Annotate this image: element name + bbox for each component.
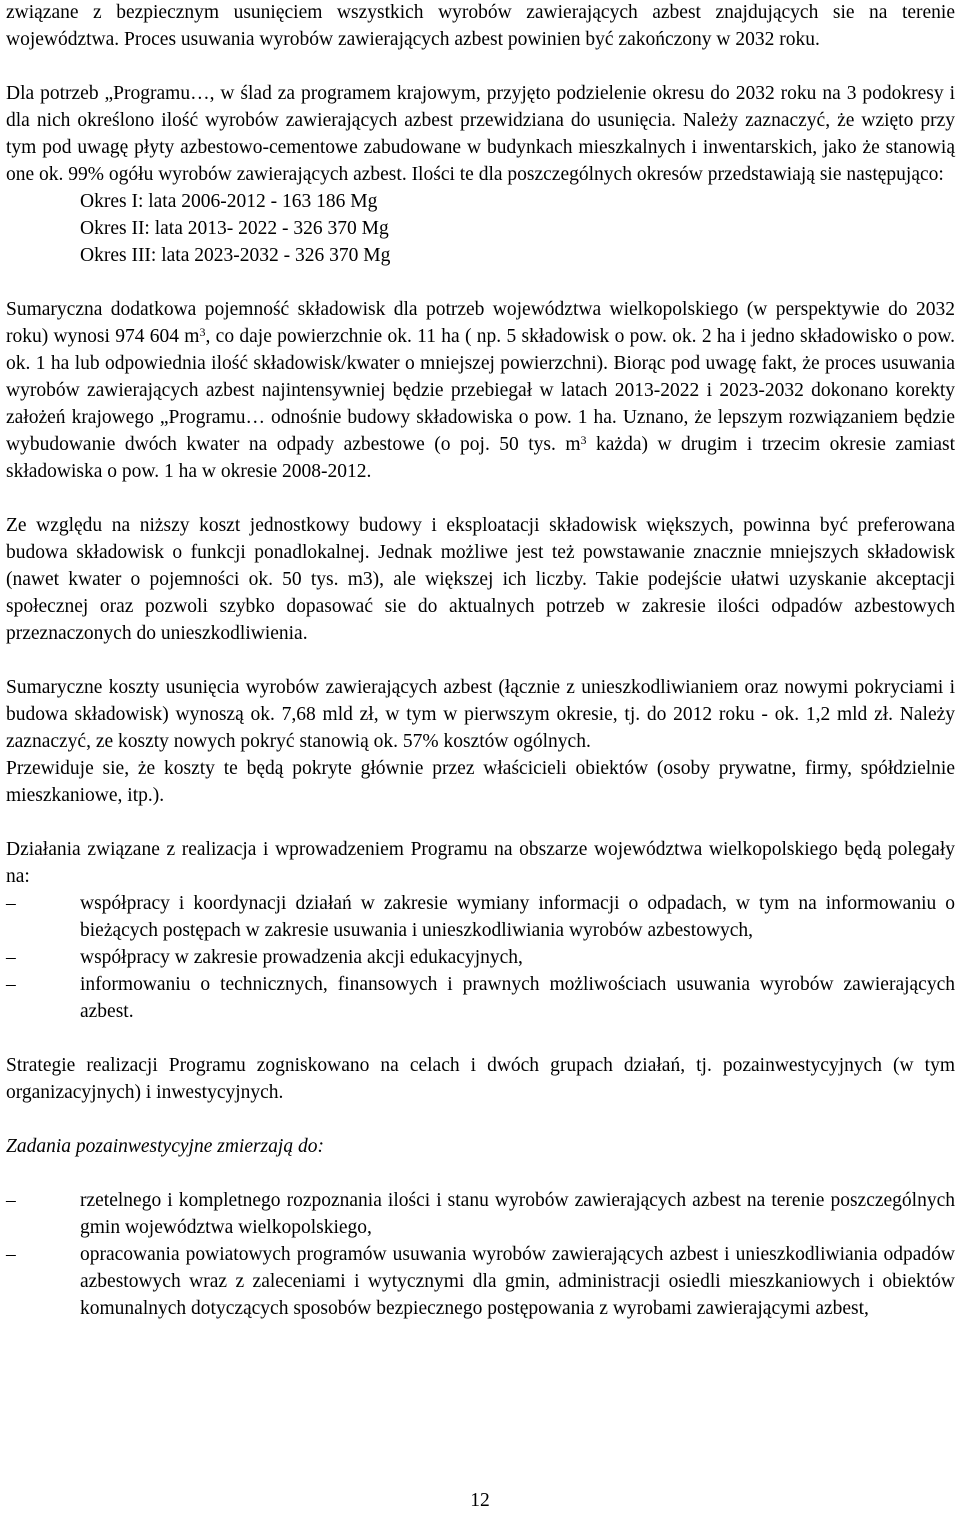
list-item-text: rzetelnego i kompletnego rozpoznania ilości i stanu wyrobów zawierających azbest na terenie poszczególnych gmin województwa wielkopolskiego, [80, 1190, 955, 1238]
list-item [6, 890, 955, 944]
paragraph-cost-coverage: Przewiduje sie, że koszty te będą pokryte głównie przez właścicieli obiektów (osoby prywatne, firmy, spółdzielnie mieszkaniowe, itp.). [6, 758, 955, 806]
list-item [6, 1241, 955, 1322]
paragraph-program-periods: Dla potrzeb „Programu…, w ślad za programem krajowym, przyjęto podzielenie okresu do 2032 roku na 3 podokresy i dla nich określono ilość wyrobów zawierających azbest przewidziana do usunięcia. Należy zaznaczyć, że wzięto przy tym pod uwagę płyty azbestowo-cementowe zabudowane w budynkach mieszkalnych i inwentarskich, jako że stanowią one ok. 99% ogółu wyrobów zawierających azbest. Ilości te dla poszczególnych okresów przedstawiają sie następująco: [6, 83, 955, 185]
list-item [6, 1187, 955, 1241]
list-item-text: informowaniu o technicznych, finansowych i prawnych możliwościach usuwania wyrobów zawierających azbest. [80, 974, 955, 1022]
page-number: 12 [470, 1490, 490, 1511]
paragraph-actions-intro: Działania związane z realizacja i wprowadzeniem Programu na obszarze województwa wielkopolskiego będą polegały na: [6, 839, 955, 887]
period-item: Okres III: lata 2023-2032 - 326 370 Mg [80, 245, 391, 266]
list-item-text: współpracy i koordynacji działań w zakresie wymiany informacji o odpadach, w tym na informowaniu o bieżących postępach w zakresie usuwania i unieszkodliwiania wyrobów azbestowych, [80, 893, 955, 941]
superscript: 3 [199, 325, 206, 339]
superscript: 3 [580, 433, 587, 447]
tasks-list [6, 1187, 955, 1322]
list-item [6, 971, 955, 1025]
text-segment: Sumaryczna dodatkowa pojemność składowisk dla potrzeb województwa wielkopolskiego (w perspektywie do 2032 roku) wynosi 974 604 m [6, 299, 955, 347]
subheading-tasks: Zadania pozainwestycyjne zmierzają do: [6, 1136, 324, 1157]
paragraph-intro: związane z bezpiecznym usunięciem wszystkich wyrobów zawierających azbest znajdujących sie na terenie województwa. Proces usuwania wyrobów zawierających azbest powinien być zakończony w 2032 roku. [6, 2, 955, 50]
dash-bullet: – [6, 947, 16, 968]
period-item: Okres I: lata 2006-2012 - 163 186 Mg [80, 191, 378, 212]
dash-bullet: – [6, 893, 16, 914]
list-item-text: współpracy w zakresie prowadzenia akcji edukacyjnych, [80, 947, 523, 968]
text-segment: , co daje powierzchnie ok. 11 ha ( np. 5 składowisk o pow. ok. 2 ha i jedno składowisko o pow. ok. 1 ha lub odpowiednia ilość składowisk/kwater o mniejszej powierzchni). Biorąc pod uwagę fakt, że proces usuwania wyrobów zawierających azbest najintensywniej będzie przebiegał w latach 2013-2022 i 2023-2032 dokonano korekty założeń krajowego „Programu… odnośnie budowy składowiska o pow. 1 ha. Uznano, że lepszym rozwiązaniem będzie wybudowanie dwóch kwater na odpady azbestowe (o poj. 50 tys. m [6, 326, 955, 455]
paragraph-landfill-cost: Ze względu na niższy koszt jednostkowy budowy i eksploatacji składowisk większych, powinna być preferowana budowa składowisk o funkcji ponadlokalnej. Jednak możliwe jest też powstawanie znacznie mniejszych składowisk (nawet kwater o pojemności ok. 50 tys. m3), ale większej ich liczby. Takie podejście ułatwi uzyskanie akceptacji społecznej oraz pozwoli szybko dopasować sie do aktualnych potrzeb w zakresie ilości odpadów azbestowych przeznaczonych do unieszkodliwienia. [6, 515, 955, 644]
list-item [6, 944, 955, 971]
periods-list [6, 188, 955, 269]
period-item: Okres II: lata 2013- 2022 - 326 370 Mg [80, 218, 389, 239]
document-page [6, 0, 955, 1322]
paragraph-landfill-capacity [6, 296, 955, 485]
dash-bullet: – [6, 974, 16, 995]
actions-list [6, 890, 955, 1025]
paragraph-total-costs: Sumaryczne koszty usunięcia wyrobów zawierających azbest (łącznie z unieszkodliwianiem oraz nowymi pokryciami i budowa składowisk) wynoszą ok. 7,68 mld zł, w tym w pierwszym okresie, tj. do 2012 roku - ok. 1,2 mld zł. Należy zaznaczyć, ze koszty nowych pokryć stanowią ok. 57% kosztów ogólnych. [6, 677, 955, 752]
text-segment: każda) w drugim i trzecim okresie zamiast składowiska o pow. 1 ha w okresie 2008-2012. [6, 434, 955, 482]
list-item-text: opracowania powiatowych programów usuwania wyrobów zawierających azbest i unieszkodliwiania odpadów azbestowych wraz z zaleceniami i wytycznymi dla gmin, administracji osiedli mieszkaniowych i obiektów komunalnych dotyczących sposobów bezpiecznego postępowania z wyrobami zawierającymi azbest, [80, 1244, 955, 1319]
dash-bullet: – [6, 1190, 16, 1211]
paragraph-strategy: Strategie realizacji Programu zogniskowano na celach i dwóch grupach działań, tj. pozainwestycyjnych (w tym organizacyjnych) i inwestycyjnych. [6, 1055, 955, 1103]
dash-bullet: – [6, 1244, 16, 1265]
